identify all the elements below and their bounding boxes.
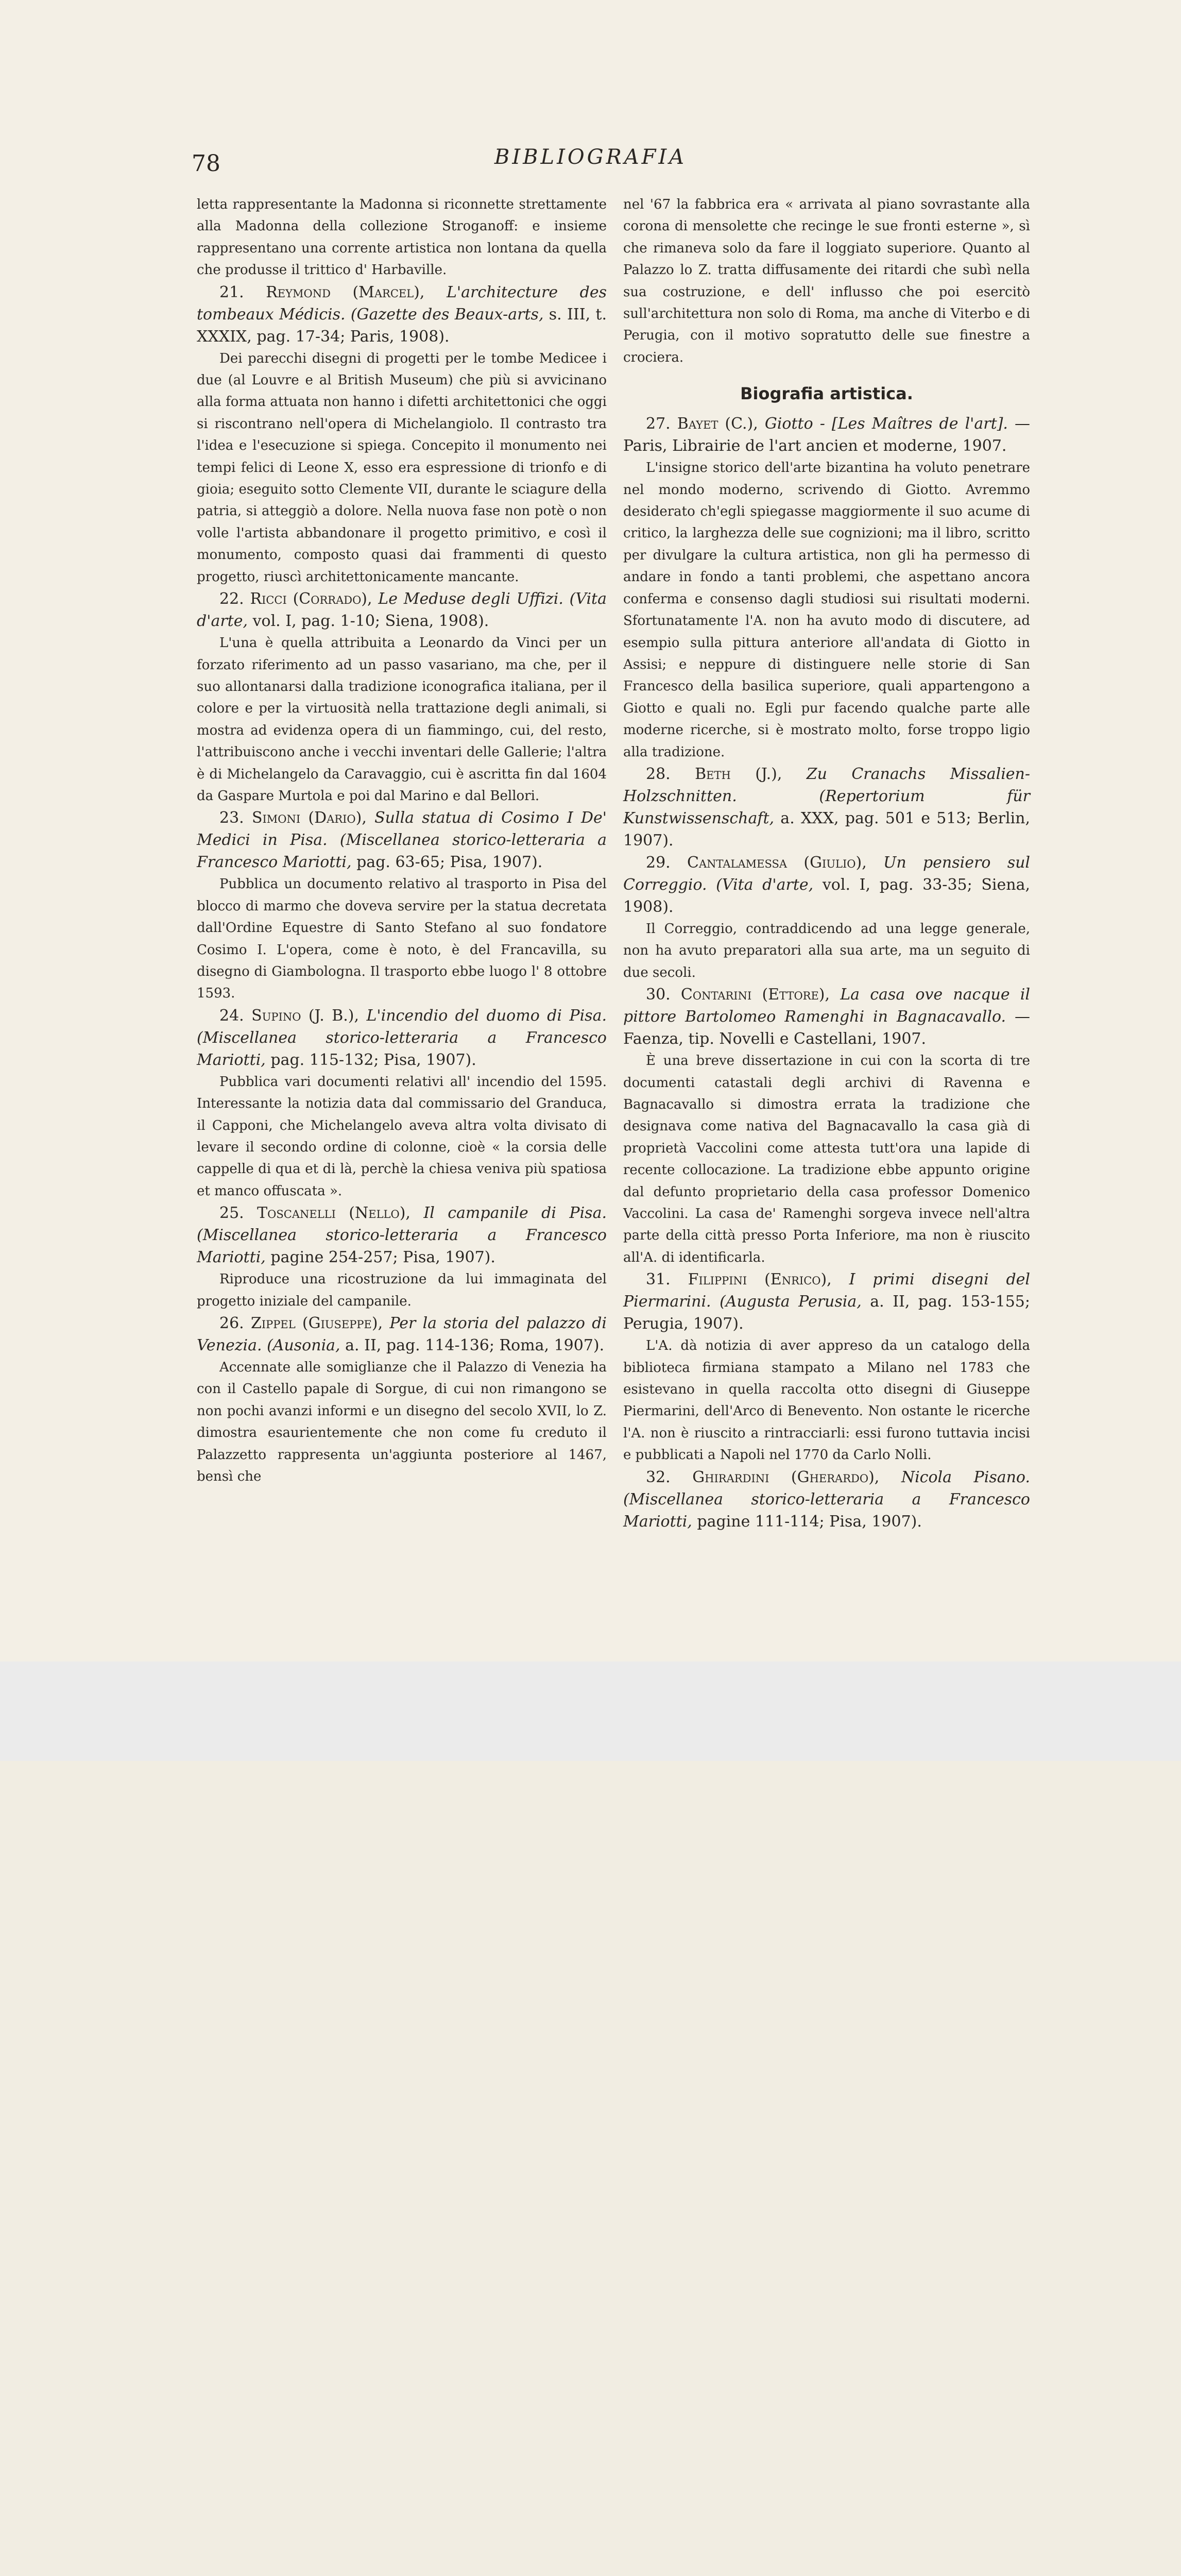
paragraph: Il Correggio, contraddicendo ad una legge generale, non ha avuto preparatori alla sua arte, ma un seguito di due secoli. xyxy=(623,921,1030,980)
entry-title: Un pensiero sul Correggio. (Vita d'arte, xyxy=(623,853,1031,894)
entry-number: 31. xyxy=(646,1270,688,1289)
bibliography-entry xyxy=(197,1005,607,1071)
bibliography-entry xyxy=(623,1268,1030,1335)
bibliography-entry xyxy=(623,413,1030,457)
entry-publication: — Faenza, tip. Novelli e Castellani, 1907. xyxy=(623,1008,1030,1048)
paragraph: nel '67 la fabbrica era « arrivata al piano sovrastante alla corona di mensolette che recinge le sue fronti esterne », sì che rimaneva solo da fare il loggiato superiore. Quanto al Palazzo lo Z. tratta diffusamente dei ritardi che subì nella sua costruzione, e dell' influsso che poi esercitò sull'architettura non solo di Roma, ma anche di Viterbo e di Perugia, con il motivo sopratutto delle sue finestre a crociera. xyxy=(623,197,1030,365)
section-heading: Biografia artistica. xyxy=(740,384,913,404)
entry-number: 27. xyxy=(646,415,677,433)
paragraph: Accennate alle somiglianze che il Palazzo di Venezia ha con il Castello papale di Sorgue, di cui non rimangono se non pochi avanzi informi e un disegno del secolo XVII, lo Z. dimostra esaurientemente che non come fu creduto il Palazzetto rappresenta un'aggiunta posteriore al 1467, bensì che xyxy=(197,1360,607,1485)
entry-title: La casa ove nacque il pittore Bartolomeo Ramenghi in Bagnacavallo. xyxy=(623,986,1030,1026)
right-column xyxy=(623,194,1030,1533)
entry-title: L'incendio del duomo di Pisa. (Miscellanea storico-letteraria a Francesco Mariotti, xyxy=(197,1006,607,1069)
bibliography-entry xyxy=(197,588,607,632)
bibliography-entry xyxy=(623,984,1030,1050)
paragraph: Pubblica vari documenti relativi all' incendio del 1595. Interessante la notizia data dal commissario del Granduca, il Capponi, che Michelangelo aveva altra volta divisato di levare il secondo ordine di colonne, cioè « la corsia delle cappelle di qua et di là, perchè la chiesa veniva più spatiosa et manco offuscata ». xyxy=(197,1074,607,1199)
entry-publication: pag. 63-65; Pisa, 1907). xyxy=(351,853,543,872)
paragraph: L'insigne storico dell'arte bizantina ha voluto penetrare nel mondo moderno, scrivendo di Giotto. Avremmo desiderato ch'egli spiegasse maggiormente il suo acume di critico, la larghezza delle sue cognizioni; ma il libro, scritto per divulgare la cultura artistica, non gli ha permesso di andare in fondo a tanti problemi, che aspettano ancora conferma e consenso dagli studiosi sui risultati moderni. Sfortunatamente l'A. non ha avuto modo di discutere, ad esempio sulla pittura anteriore all'andata di Giotto in Assisi; e neppure di distinguere nelle storie di San Francesco della basilica superiore, quali appartengono a Giotto e quali no. Egli pur facendo qualche parte alle moderne ricerche, si è mostrato molto, forse troppo ligio alla tradizione. xyxy=(623,460,1030,760)
entry-number: 21. xyxy=(219,283,266,301)
entry-author: Simoni (Dario), xyxy=(251,809,375,827)
bibliography-entry xyxy=(197,1202,607,1268)
entry-number: 32. xyxy=(646,1468,693,1486)
entry-title: Giotto - [Les Maîtres de l'art]. xyxy=(764,415,1008,433)
paragraph: L'A. dà notizia di aver appreso da un catalogo della biblioteca firmiana stampato a Milano nel 1783 che esistevano in quella raccolta otto disegni di Giuseppe Piermarini, dell'Arco di Benevento. Non ostante le ricerche l'A. non è riuscito a rintracciarli: essi furono tuttavia incisi e pubblicati a Napoli nel 1770 da Carlo Nolli. xyxy=(623,1338,1030,1463)
entry-author: Filippini (Enrico), xyxy=(688,1270,849,1289)
entry-title: Zu Cranachs Missalien-Holzschnitten. (Repertorium für Kunstwissenschaft, xyxy=(623,765,1031,827)
entry-title: Per la storia del palazzo di Venezia. (Ausonia, xyxy=(197,1314,607,1355)
entry-publication: a. II, pag. 153-155; Perugia, 1907). xyxy=(623,1293,1030,1333)
entry-publication: pagine 111-114; Pisa, 1907). xyxy=(692,1512,922,1531)
paragraph: È una breve dissertazione in cui con la scorta di tre documenti catastali degli archivi di Ravenna e Bagnacavallo si dimostra errata la tradizione che designava come nativa del Bagnacavallo la casa già di proprietà Vaccolini come attesta tutt'ora una lapide di recente collocazione. La tradizione ebbe appunto origine dal defunto proprietario della casa professor Domenico Vaccolini. La casa de' Ramenghi sorgeva invece nell'altra parte della città presso Porta Inferiore, ma non è riuscito all'A. di identificarla. xyxy=(623,1053,1030,1265)
entry-author: Zippel (Giuseppe), xyxy=(250,1314,390,1333)
entry-publication: a. II, pag. 114-136; Roma, 1907). xyxy=(340,1336,605,1355)
paragraph: Pubblica un documento relativo al trasporto in Pisa del blocco di marmo che doveva servire per la statua decretata dall'Ordine Equestre di Santo Stefano al suo fondatore Cosimo I. L'opera, come è noto, è del Francavilla, su disegno di Giambologna. Il trasporto ebbe luogo l' 8 ottobre 1593. xyxy=(197,876,607,1002)
entry-number: 29. xyxy=(646,853,688,872)
entry-publication: pagine 254-257; Pisa, 1907). xyxy=(265,1248,495,1267)
entry-title: Le Meduse degli Uffizi. (Vita d'arte, xyxy=(197,590,607,631)
entry-number: 22. xyxy=(219,590,250,608)
paragraph: Dei parecchi disegni di progetti per le tombe Medicee i due (al Louvre e al British Museum) che più si avvicinano alla forma attuata non hanno i difetti architettonici che oggi si riscontrano nell'opera di Michelangiolo. Il contrasto tra l'idea e l'esecuzione si spiega. Concepito il monumento nei tempi felici di Leone X, esso era espressione di trionfo e di gioia; eseguito sotto Clemente VII, durante le sciagure della patria, si atteggiò a dolore. Nella nuova fase non potè o non volle l'artista abbandonare il progetto primitivo, e così il monumento, composto quasi dai frammenti di questo progetto, riuscì architettonicamente mancante. xyxy=(197,350,607,585)
bibliography-entry xyxy=(197,281,607,348)
entry-publication: s. III, t. XXXIX, pag. 17-34; Paris, 1908). xyxy=(197,305,607,346)
entry-author: Ricci (Corrado), xyxy=(250,590,379,608)
paragraph: Riproduce una ricostruzione da lui immaginata del progetto iniziale del campanile. xyxy=(197,1272,607,1309)
entry-number: 28. xyxy=(646,765,695,783)
entry-title: Il campanile di Pisa. (Miscellanea storico-letteraria a Francesco Mariotti, xyxy=(197,1204,607,1267)
entry-title: L'architecture des tombeaux Médicis. (Gazette des Beaux-arts, xyxy=(197,283,607,324)
entry-number: 30. xyxy=(646,986,681,1004)
entry-publication: a. XXX, pag. 501 e 513; Berlin, 1907). xyxy=(623,809,1030,850)
bibliography-entry xyxy=(197,1312,607,1357)
entry-number: 26. xyxy=(219,1314,251,1333)
entry-number: 25. xyxy=(219,1204,258,1223)
entry-author: Reymond (Marcel), xyxy=(266,283,447,301)
entry-publication: vol. I, pag. 33-35; Siena, 1908). xyxy=(623,875,1031,916)
entry-author: Supino (J. B.), xyxy=(251,1006,367,1025)
paragraph: letta rappresentante la Madonna si riconnette strettamente alla Madonna della collezione Stroganoff: e insieme rappresentano una corrente artistica non lontana da quella che produsse il trittico d' Harbaville. xyxy=(197,197,607,278)
entry-title: I primi disegni del Piermarini. (Augusta Perusia, xyxy=(623,1270,1030,1311)
entry-publication: pag. 115-132; Pisa, 1907). xyxy=(265,1050,476,1069)
page-number: 78 xyxy=(192,150,220,177)
entry-title: Sulla statua di Cosimo I De' Medici in Pisa. (Miscellanea storico-letteraria a Francesco Mariotti, xyxy=(197,809,607,872)
bibliography-entry xyxy=(623,763,1030,852)
bibliography-entry xyxy=(623,852,1030,918)
entry-author: Cantalamessa (Giulio), xyxy=(687,853,884,872)
bibliography-entry xyxy=(197,807,607,873)
paragraph: L'una è quella attribuita a Leonardo da Vinci per un forzato riferimento ad un passo vasariano, ma che, per il suo allontanarsi dalla tradizione iconografica italiana, per il colore e per la virtuosità nella trattazione degli animali, si mostra ad evidenza opera di un fiammingo, cui, del resto, l'attribuiscono anche i vecchi inventari delle Gallerie; l'altra è di Michelangelo da Caravaggio, cui è ascritta fin dal 1604 da Gaspare Murtola e poi dal Marino e dal Bellori. xyxy=(197,635,607,804)
entry-author: Contarini (Ettore), xyxy=(680,986,841,1004)
running-head: BIBLIOGRAFIA xyxy=(494,145,687,169)
entry-publication: — Paris, Librairie de l'art ancien et moderne, 1907. xyxy=(623,415,1031,455)
entry-number: 23. xyxy=(219,809,252,827)
bibliography-entry xyxy=(623,1466,1030,1533)
entry-author: Ghirardini (Gherardo), xyxy=(692,1468,901,1486)
entry-author: Toscanelli (Nello), xyxy=(257,1204,424,1223)
entry-author: Beth (J.), xyxy=(695,765,807,783)
left-column xyxy=(197,194,607,1487)
footer-bar xyxy=(0,1662,1181,1761)
entry-publication: vol. I, pag. 1-10; Siena, 1908). xyxy=(248,612,489,631)
entry-author: Bayet (C.), xyxy=(677,415,765,433)
entry-title: Nicola Pisano. (Miscellanea storico-letteraria a Francesco Mariotti, xyxy=(623,1468,1030,1531)
entry-number: 24. xyxy=(219,1006,252,1025)
